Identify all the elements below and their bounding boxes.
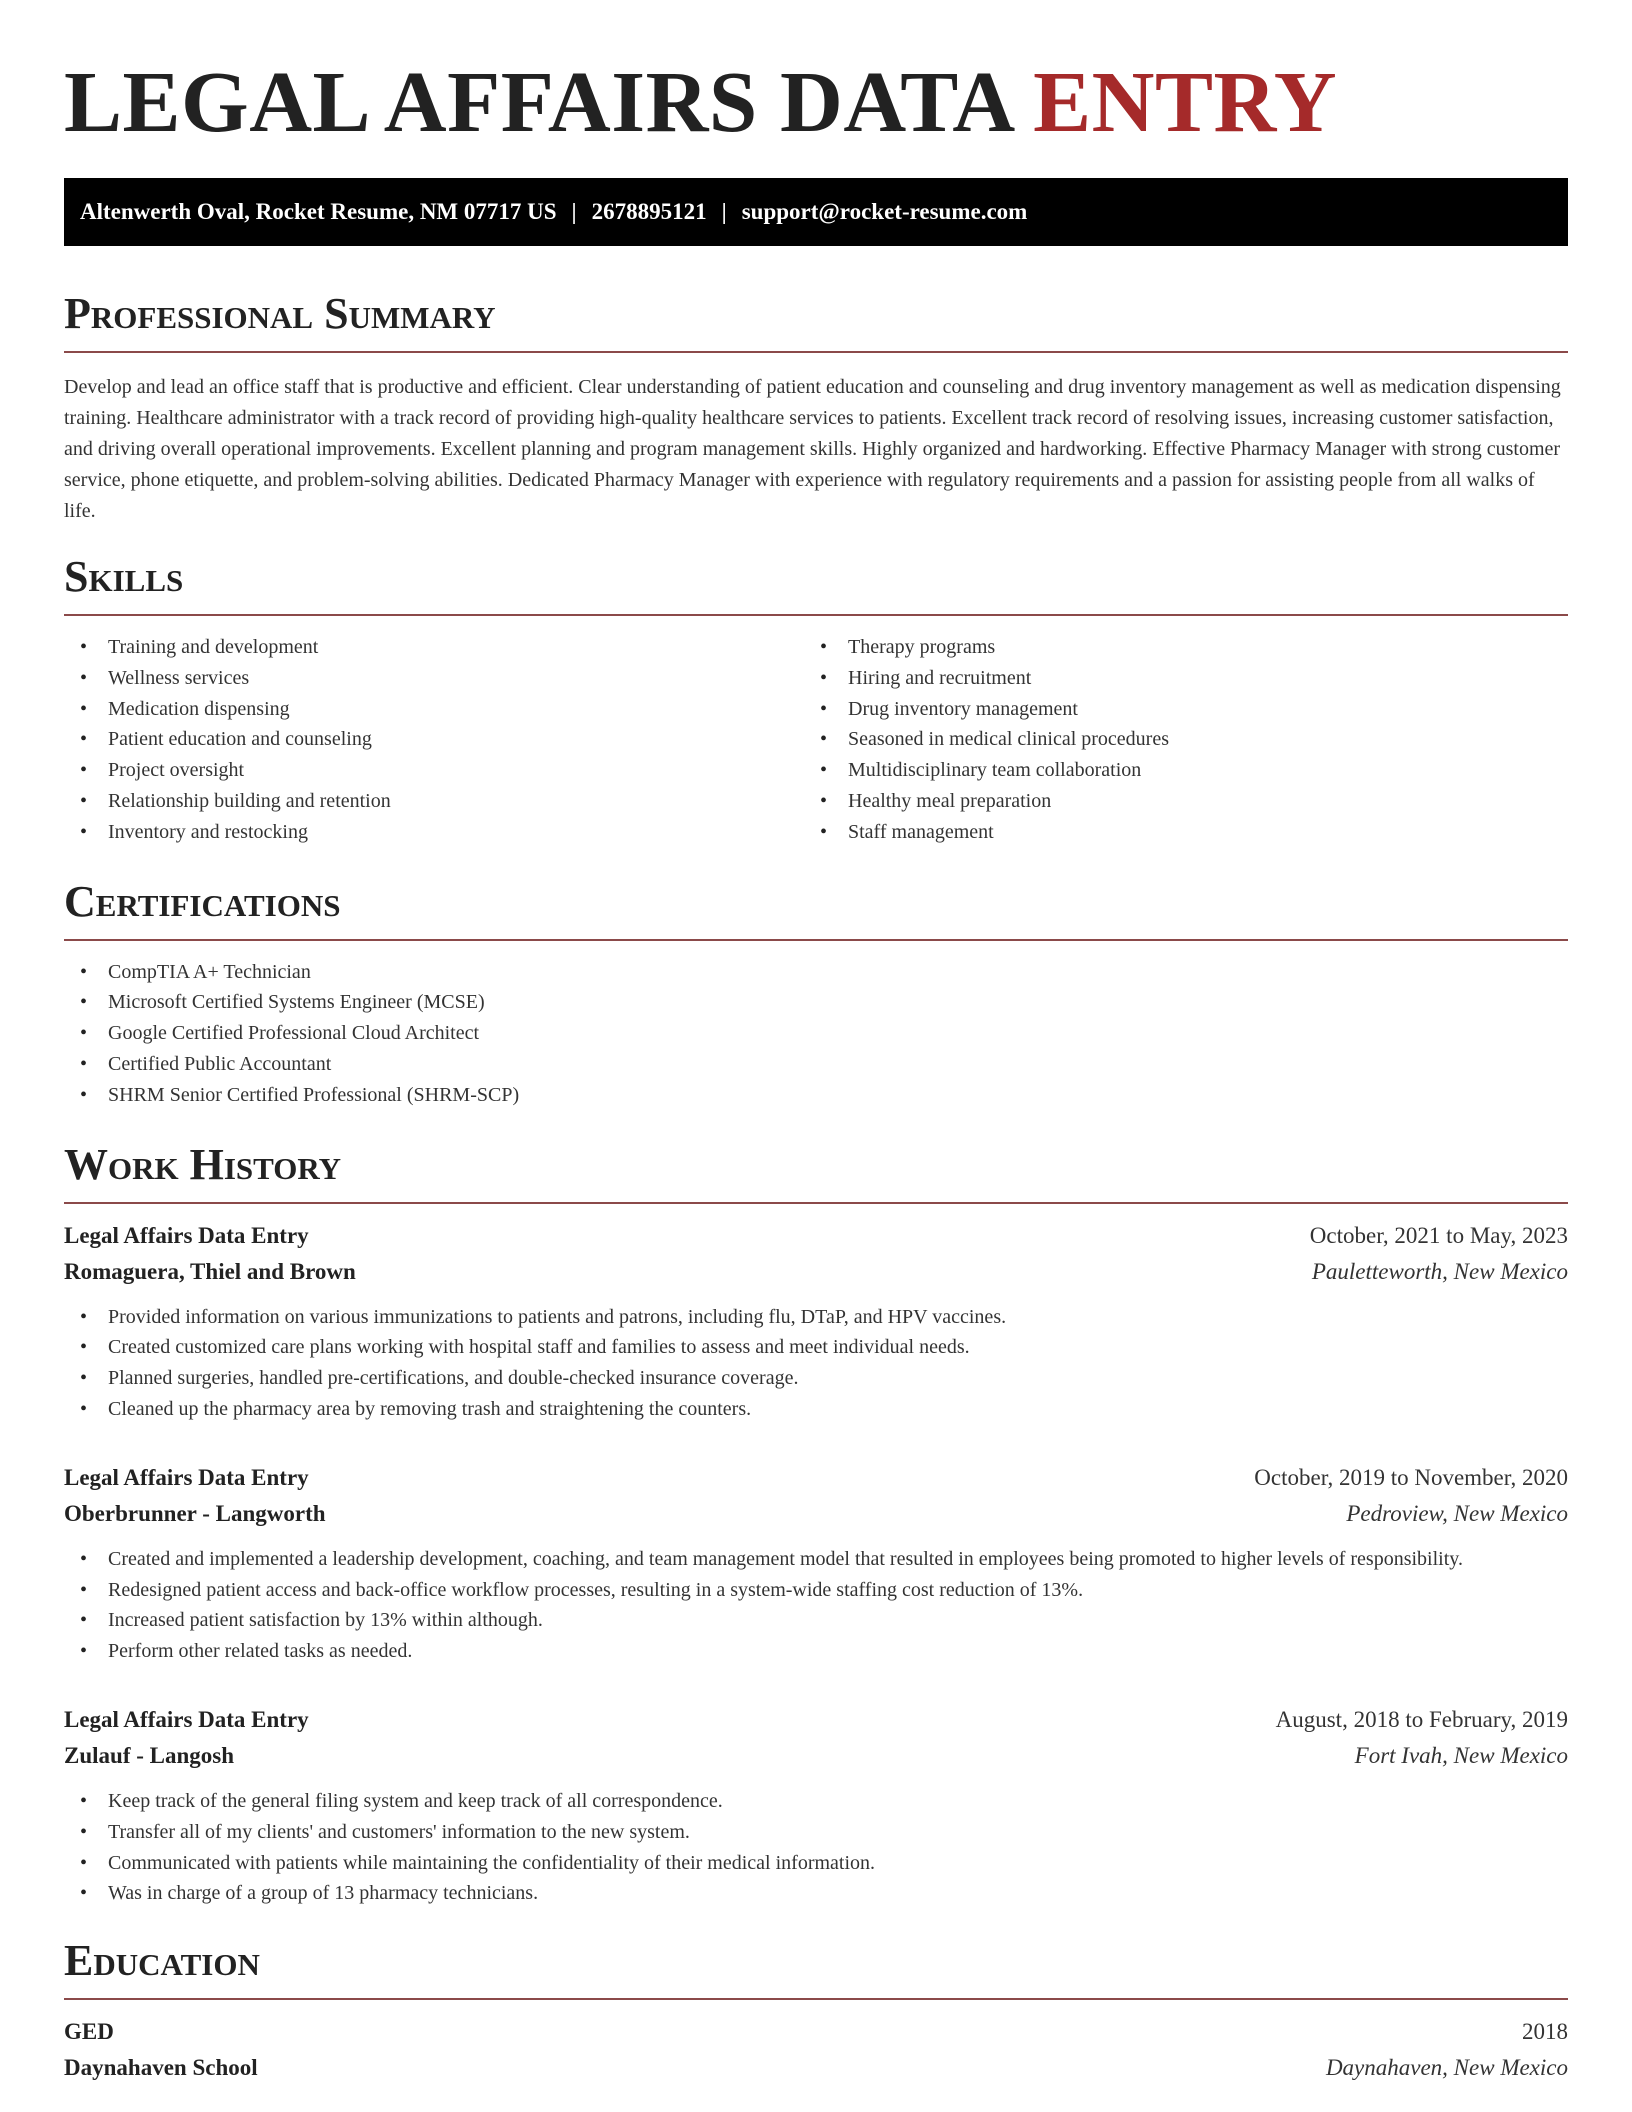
skill-item: • Inventory and restocking [64, 817, 804, 848]
section-divider [64, 1998, 1568, 2000]
job-bullet: • Keep track of the general filing system and keep track of all correspondence. [64, 1786, 1568, 1817]
section-title-certifications: Certifications [64, 876, 341, 926]
job-bullet: • Created customized care plans working with hospital staff and families to assess and meet individual needs. [64, 1332, 1568, 1363]
skill-item: • Multidisciplinary team collaboration [804, 755, 1544, 786]
education-school-row [64, 2050, 1568, 2086]
job-bullet: • Provided information on various immunizations to patients and patrons, including flu, DTaP, and HPV vaccines. [64, 1302, 1568, 1333]
contact-address: Altenwerth Oval, Rocket Resume, NM 07717 US [80, 199, 557, 224]
certification-item: • CompTIA A+ Technician [64, 957, 1568, 988]
job-company: Romaguera, Thiel and Brown [64, 1258, 356, 1284]
contact-separator: | [721, 199, 727, 224]
section-divider [64, 939, 1568, 941]
job-bullet: • Communicated with patients while maintaining the confidentiality of their medical information. [64, 1848, 1568, 1879]
job-bullet: • Redesigned patient access and back-office workflow processes, resulting in a system-wide staffing cost reduction of 13%. [64, 1575, 1568, 1606]
job-location: Pauletteworth, New Mexico [1311, 1258, 1568, 1284]
education-degree: GED [64, 2019, 114, 2045]
skills-columns [64, 632, 1568, 848]
certification-item: • SHRM Senior Certified Professional (SHRM-SCP) [64, 1080, 1568, 1111]
skills-list-left [64, 632, 804, 848]
section-divider [64, 1202, 1568, 1204]
job-bullet: • Was in charge of a group of 13 pharmacy technicians. [64, 1878, 1568, 1909]
job-bullet: • Planned surgeries, handled pre-certifications, and double-checked insurance coverage. [64, 1363, 1568, 1394]
skill-item: • Drug inventory management [804, 694, 1544, 725]
job-bullet: • Created and implemented a leadership development, coaching, and team management model that resulted in employees being promoted to higher levels of responsibility. [64, 1544, 1568, 1575]
contact-email: support@rocket-resume.com [741, 199, 1028, 224]
section-title-education: Education [64, 1936, 260, 1986]
job-bullets [64, 1302, 1568, 1425]
job-title: Legal Affairs Data Entry [64, 1222, 309, 1248]
skills-section [64, 551, 1568, 848]
section-title-summary: Professional Summary [64, 289, 496, 338]
skill-item: • Training and development [64, 632, 804, 663]
job-bullet: • Cleaned up the pharmacy area by removing trash and straightening the counters. [64, 1394, 1568, 1425]
job-bullet: • Transfer all of my clients' and customers' information to the new system. [64, 1817, 1568, 1848]
skill-item: • Project oversight [64, 755, 804, 786]
skill-item: • Healthy meal preparation [804, 786, 1544, 817]
job-header-row [64, 1460, 1568, 1496]
job-header-row [64, 1218, 1568, 1254]
job-entry [64, 1218, 1568, 1425]
job-bullets [64, 1544, 1568, 1667]
certification-item: • Certified Public Accountant [64, 1049, 1568, 1080]
section-divider [64, 351, 1568, 353]
skill-item: • Staff management [804, 817, 1544, 848]
education-year: 2018 [1522, 2019, 1568, 2045]
section-title-work-history: Work History [64, 1139, 342, 1189]
skill-item: • Medication dispensing [64, 694, 804, 725]
contact-separator: | [571, 199, 577, 224]
job-entry [64, 1702, 1568, 1909]
work-history-section [64, 1139, 1568, 1910]
job-title: Legal Affairs Data Entry [64, 1706, 309, 1732]
job-bullet: • Perform other related tasks as needed. [64, 1636, 1568, 1667]
job-dates: October, 2021 to May, 2023 [1309, 1222, 1568, 1248]
summary-section [64, 288, 1568, 527]
certifications-section [64, 876, 1568, 1111]
job-entry [64, 1460, 1568, 1667]
education-location: Daynahaven, New Mexico [1325, 2055, 1568, 2081]
summary-text: Develop and lead an office staff that is productive and efficient. Clear understanding of patient education and counseling and drug inventory management as well as medication dispensing training. Healthcare administrator with a track record of providing high-quality healthcare services to patients. Excellent track record of resolving issues, increasing customer satisfaction, and driving overall operational improvements. Excellent planning and program management skills. Highly organized and hardworking. Effective Pharmacy Manager with strong customer service, phone etiquette, and problem-solving abilities. Dedicated Pharmacy Manager with experience with regulatory requirements and a passion for assisting people from all walks of life. [64, 376, 1561, 522]
job-header-row [64, 1702, 1568, 1738]
section-divider [64, 614, 1568, 616]
job-bullets [64, 1786, 1568, 1909]
certifications-list [64, 957, 1568, 1111]
education-entry [64, 2014, 1568, 2086]
name-main: LEGAL AFFAIRS DATA [64, 53, 1011, 150]
skill-item: • Seasoned in medical clinical procedures [804, 724, 1544, 755]
certification-item: • Google Certified Professional Cloud Architect [64, 1018, 1568, 1049]
job-company-row [64, 1254, 1568, 1290]
skill-item: • Relationship building and retention [64, 786, 804, 817]
education-header-row [64, 2014, 1568, 2050]
candidate-name [64, 0, 1568, 152]
certification-item: • Microsoft Certified Systems Engineer (MCSE) [64, 987, 1568, 1018]
job-company: Oberbrunner - Langworth [64, 1500, 326, 1526]
job-company-row [64, 1738, 1568, 1774]
contact-phone: 2678895121 [591, 199, 707, 224]
education-school: Daynahaven School [64, 2055, 258, 2081]
education-section [64, 1935, 1568, 2086]
job-location: Fort Ivah, New Mexico [1354, 1742, 1568, 1768]
name-accent: ENTRY [1033, 53, 1338, 150]
job-dates: October, 2019 to November, 2020 [1254, 1464, 1568, 1490]
skill-item: • Therapy programs [804, 632, 1544, 663]
skill-item: • Wellness services [64, 663, 804, 694]
skills-list-right [804, 632, 1544, 848]
skill-item: • Hiring and recruitment [804, 663, 1544, 694]
job-title: Legal Affairs Data Entry [64, 1464, 309, 1490]
job-company-row [64, 1496, 1568, 1532]
skill-item: • Patient education and counseling [64, 724, 804, 755]
job-location: Pedroview, New Mexico [1346, 1500, 1568, 1526]
section-title-skills: Skills [64, 552, 184, 601]
job-bullet: • Increased patient satisfaction by 13% within although. [64, 1605, 1568, 1636]
job-dates: August, 2018 to February, 2019 [1275, 1706, 1568, 1732]
contact-bar [64, 178, 1568, 246]
job-company: Zulauf - Langosh [64, 1742, 235, 1768]
